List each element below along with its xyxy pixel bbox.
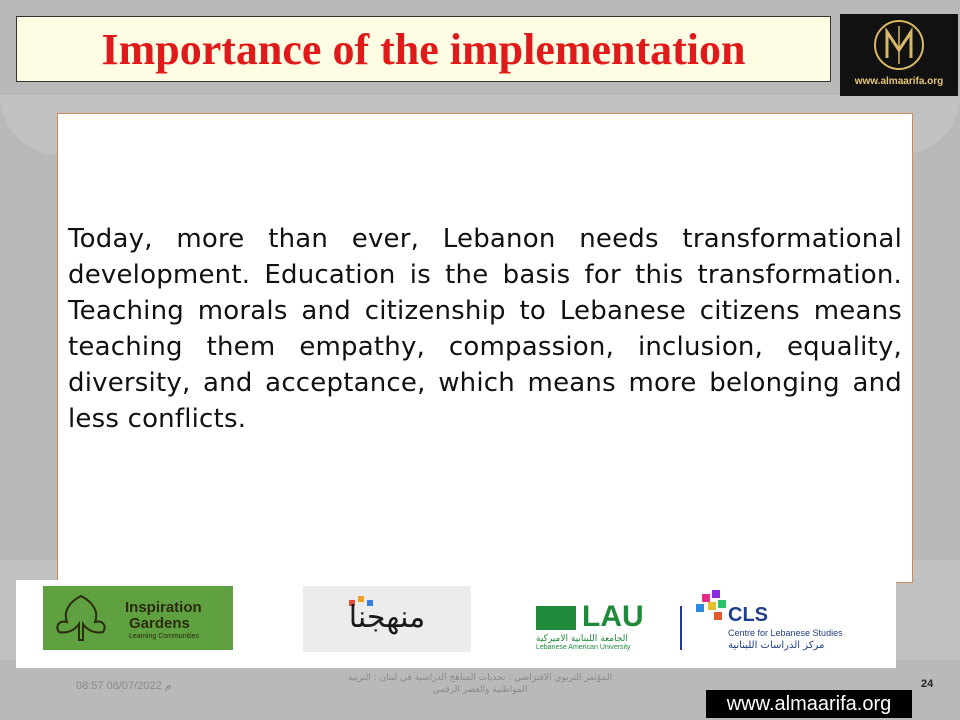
lau-arabic: الجامعة اللبنانية الأميركية — [536, 634, 628, 644]
slide-body: Today, more than ever, Lebanon needs transformational development. Education is the basis for this transformation. Teaching morals and citizenship to Lebanese citizens means teaching them empathy, compassion, inclusion, equality, diversity, and acceptance, which means more belonging and less conflicts. — [68, 224, 902, 434]
cls-pixel-icon — [714, 612, 722, 620]
page-number: 24 — [921, 678, 934, 690]
inspiration-gardens-logo — [43, 586, 233, 650]
cls-arabic: مركز الدراسات اللبنانية — [728, 640, 825, 651]
cls-logo — [688, 588, 868, 658]
manhajuna-text: منهجنا — [348, 600, 426, 635]
cls-pixel-icon — [718, 600, 726, 608]
cls-name: CLS — [728, 604, 768, 626]
cls-pixel-icon — [712, 590, 720, 598]
sponsor-strip — [16, 580, 896, 668]
logo-url: www.almaarifa.org — [854, 76, 944, 87]
lau-english: Lebanese American University — [536, 644, 631, 651]
slide-title: Importance of the implementation — [101, 24, 746, 74]
gardens-line1: Inspiration — [125, 599, 202, 616]
leaf-icon — [49, 592, 113, 644]
cls-pixel-icon — [696, 604, 704, 612]
almaarifa-logo — [840, 14, 958, 96]
lau-logo — [536, 602, 666, 652]
lau-name: LAU — [582, 600, 644, 633]
footer-url[interactable]: www.almaarifa.org — [706, 690, 912, 718]
footer-conference: المؤتمر التربوي الافتراضي : تحديات المناهج الدراسية في لبنان : التربية المواطنية والعصر الرقمي — [347, 673, 613, 695]
almaarifa-logo-icon — [872, 18, 926, 72]
lau-emblem-icon — [536, 606, 576, 630]
gardens-line2: Gardens — [129, 615, 190, 632]
cls-english: Centre for Lebanese Studies — [728, 628, 843, 638]
cls-pixel-icon — [708, 602, 716, 610]
cls-pixel-icon — [702, 594, 710, 602]
gardens-line3: Learning Communities — [129, 633, 200, 640]
content-box — [57, 113, 913, 583]
footer-date: 08:57 08/07/2022 م — [76, 680, 172, 692]
title-box — [16, 16, 831, 82]
logo-divider — [680, 606, 682, 650]
manhajuna-logo — [303, 586, 471, 652]
